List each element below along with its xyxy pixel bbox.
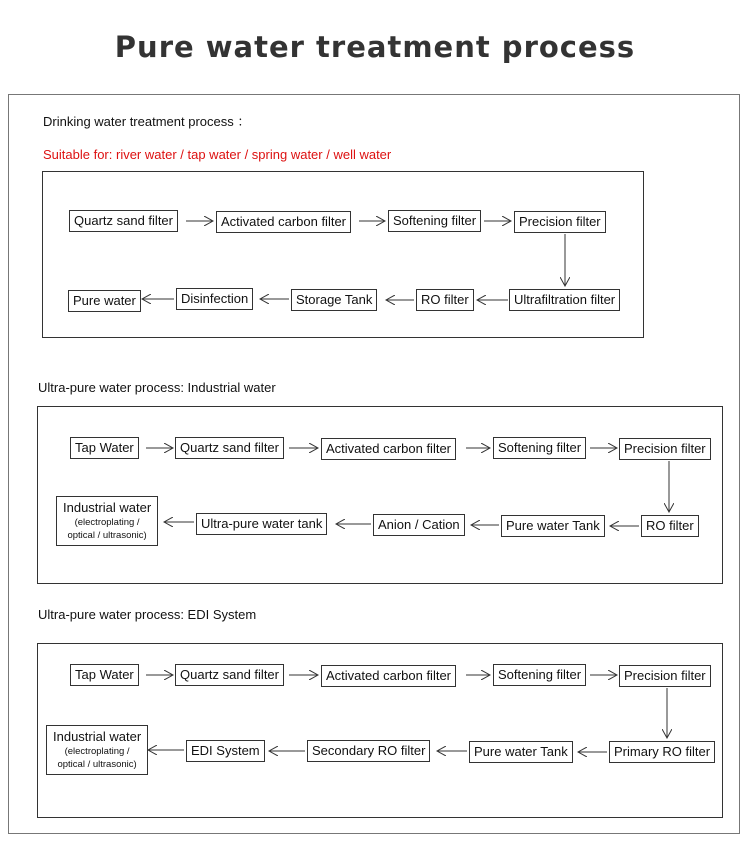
s1-quartz-sand-filter: Quartz sand filter	[69, 210, 178, 232]
s1-activated-carbon-filter: Activated carbon filter	[216, 211, 351, 233]
s3-activated-carbon-filter: Activated carbon filter	[321, 665, 456, 687]
s2-softening-filter: Softening filter	[493, 437, 586, 459]
section1-suitable-note: Suitable for: river water / tap water / spring water / well water	[43, 147, 392, 162]
s2-tap-water: Tap Water	[70, 437, 139, 459]
s2-anion-cation: Anion / Cation	[373, 514, 465, 536]
s3-industrial-water	[46, 725, 148, 775]
s3-secondary-ro-filter: Secondary RO filter	[307, 740, 430, 762]
section1-panel	[42, 171, 644, 338]
page-title: Pure water treatment process	[114, 30, 636, 64]
s3-primary-ro-filter: Primary RO filter	[609, 741, 715, 763]
s2-industrial-water-sub1: (electroplating /	[74, 517, 140, 528]
s1-pure-water: Pure water	[68, 290, 141, 312]
s2-industrial-water-sub2: optical / ultrasonic)	[67, 530, 147, 541]
s2-industrial-water	[56, 496, 158, 546]
s3-industrial-water-sub1: (electroplating /	[64, 746, 130, 757]
s1-ultrafiltration-filter: Ultrafiltration filter	[509, 289, 620, 311]
s3-pure-water-tank: Pure water Tank	[469, 741, 573, 763]
section1-heading: Drinking water treatment process ：	[43, 114, 251, 129]
s3-tap-water: Tap Water	[70, 664, 139, 686]
s1-softening-filter: Softening filter	[388, 210, 481, 232]
s1-disinfection: Disinfection	[176, 288, 253, 310]
s2-pure-water-tank: Pure water Tank	[501, 515, 605, 537]
s3-industrial-water-sub2: optical / ultrasonic)	[57, 759, 137, 770]
s1-storage-tank: Storage Tank	[291, 289, 377, 311]
s2-precision-filter: Precision filter	[619, 438, 711, 460]
section3-heading: Ultra-pure water process: EDI System	[38, 607, 257, 622]
s2-ro-filter: RO filter	[641, 515, 699, 537]
s3-softening-filter: Softening filter	[493, 664, 586, 686]
s2-quartz-sand-filter: Quartz sand filter	[175, 437, 284, 459]
s3-edi-system: EDI System	[186, 740, 265, 762]
s3-quartz-sand-filter: Quartz sand filter	[175, 664, 284, 686]
s2-activated-carbon-filter: Activated carbon filter	[321, 438, 456, 460]
s3-precision-filter: Precision filter	[619, 665, 711, 687]
s1-precision-filter: Precision filter	[514, 211, 606, 233]
s2-ultra-pure-water-tank: Ultra-pure water tank	[196, 513, 327, 535]
s1-ro-filter: RO filter	[416, 289, 474, 311]
section2-panel	[37, 406, 723, 584]
section2-heading: Ultra-pure water process: Industrial water	[38, 380, 276, 395]
s2-industrial-water-label: Industrial water	[63, 500, 152, 515]
s3-industrial-water-label: Industrial water	[53, 729, 142, 744]
